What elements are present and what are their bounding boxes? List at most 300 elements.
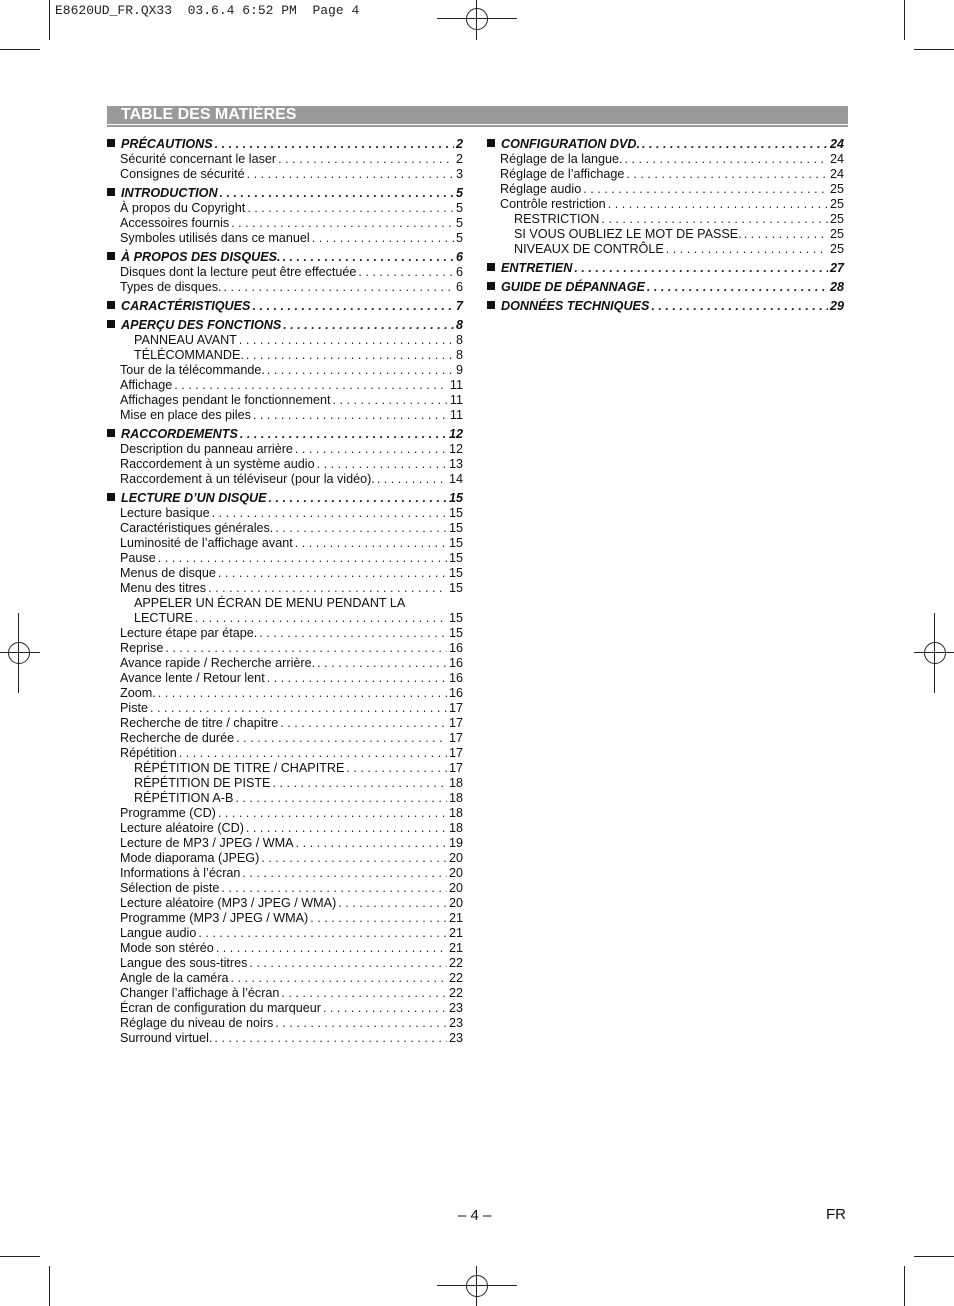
dot-leader [231, 971, 447, 986]
dot-leader [275, 1016, 447, 1031]
dot-leader [261, 851, 447, 866]
toc-page-number: 20 [448, 881, 463, 895]
toc-entry-title: GUIDE DE DÉPANNAGE [501, 280, 645, 294]
dot-leader [626, 167, 828, 182]
dot-leader [333, 393, 448, 408]
toc-entry [107, 506, 463, 521]
square-bullet-icon [107, 188, 115, 196]
toc-entry [107, 731, 463, 746]
toc-entry-title: Accessoires fournis [120, 216, 230, 230]
toc-page-number: 20 [448, 851, 463, 865]
toc-page-number: 2 [455, 152, 463, 166]
toc-entry-title: NIVEAUX DE CONTRÔLE [514, 242, 664, 256]
toc-entry-title: Mise en place des piles [120, 408, 251, 422]
toc-page-number: 5 [455, 201, 463, 215]
registration-circle [8, 642, 30, 664]
toc-section-entry [107, 137, 463, 152]
toc-page-number: 11 [449, 393, 463, 407]
dot-leader [295, 536, 447, 551]
dot-leader [358, 265, 454, 280]
toc-entry-title: Menus de disque [120, 566, 216, 580]
language-code: FR [826, 1206, 846, 1223]
dot-leader [235, 791, 447, 806]
toc-entry-title: Mode son stéréo [120, 941, 214, 955]
toc-page-number: 17 [448, 731, 463, 745]
toc-page-number: 2 [455, 137, 463, 151]
toc-entry [107, 566, 463, 581]
dot-leader [215, 137, 454, 152]
dot-leader [275, 521, 447, 536]
dot-leader [346, 761, 447, 776]
toc-entry-title: Sécurité concernant le laser [120, 152, 277, 166]
toc-entry-title: À propos du Copyright [120, 201, 246, 215]
dot-leader [174, 378, 448, 393]
toc-page-number: 15 [448, 566, 463, 580]
dot-leader [218, 566, 447, 581]
toc-page-number: 20 [448, 866, 463, 880]
dot-leader [249, 956, 447, 971]
toc-page-number: 15 [448, 551, 463, 565]
crop-mark [0, 49, 40, 50]
toc-page-number: 7 [455, 299, 463, 313]
crop-mark [904, 1266, 905, 1306]
toc-entry-title: Description du panneau arrière [120, 442, 293, 456]
toc-page-number: 8 [455, 333, 463, 347]
toc-entry-title: Lecture de MP3 / JPEG / WMA [120, 836, 294, 850]
toc-page-number: 17 [448, 701, 463, 715]
toc-entry [107, 472, 463, 487]
toc-entry [107, 581, 463, 596]
dot-leader [236, 731, 447, 746]
toc-entry [107, 626, 463, 641]
toc-page-number: 17 [448, 716, 463, 730]
dot-leader [625, 152, 828, 167]
dot-leader [195, 611, 447, 626]
toc-section-entry [487, 280, 844, 295]
dot-leader [583, 182, 828, 197]
toc-entry-title: Recherche de durée [120, 731, 235, 745]
dot-leader [666, 242, 828, 257]
toc-section-entry [107, 318, 463, 333]
toc-entry-title: Caractéristiques générales. [120, 521, 274, 535]
toc-entry [107, 363, 463, 378]
dot-leader [158, 686, 447, 701]
toc-page-number: 6 [455, 250, 463, 264]
toc-page-number: 16 [448, 656, 463, 670]
toc-page-number: 5 [455, 231, 463, 245]
dot-leader [239, 333, 454, 348]
square-bullet-icon [107, 493, 115, 501]
dot-leader [601, 212, 828, 227]
toc-entry [107, 378, 463, 393]
crop-mark [904, 0, 905, 40]
toc-entry-title: RÉPÉTITION DE TITRE / CHAPITRE [134, 761, 345, 775]
toc-page-number: 12 [448, 442, 463, 456]
dot-leader [218, 806, 447, 821]
dot-leader [280, 716, 447, 731]
toc-section-entry [487, 137, 844, 152]
dot-leader [240, 427, 447, 442]
toc-page-number: 28 [829, 280, 844, 294]
toc-section-entry [107, 427, 463, 442]
toc-page-number: 20 [448, 896, 463, 910]
toc-entry-title: Angle de la caméra [120, 971, 229, 985]
toc-entry-title: Symboles utilisés dans ce manuel [120, 231, 310, 245]
toc-entry [107, 941, 463, 956]
toc-entry [107, 911, 463, 926]
toc-page-number: 21 [448, 911, 463, 925]
crop-mark [49, 1266, 50, 1306]
crop-mark [0, 1256, 40, 1257]
toc-entry [107, 791, 463, 806]
toc-entry-title: Raccordement à un système audio [120, 457, 315, 471]
toc-section-entry [107, 299, 463, 314]
toc-page-number: 3 [455, 167, 463, 181]
dot-leader [216, 941, 447, 956]
toc-entry-title: Tour de la télécommande. [120, 363, 265, 377]
toc-section-entry [107, 186, 463, 201]
dot-leader [744, 227, 828, 242]
toc-entry-title: Répétition [120, 746, 177, 760]
toc-page-number: 21 [448, 941, 463, 955]
toc-entry [107, 1001, 463, 1016]
dot-leader [272, 776, 447, 791]
toc-page-number: 8 [455, 348, 463, 362]
toc-entry [107, 851, 463, 866]
toc-page-number: 18 [448, 806, 463, 820]
toc-entry [107, 866, 463, 881]
toc-page-number: 27 [829, 261, 844, 275]
toc-entry [107, 152, 463, 167]
toc-entry-title: CONFIGURATION DVD. [501, 137, 640, 151]
toc-entry-title: Luminosité de l’affichage avant [120, 536, 293, 550]
toc-entry [487, 212, 844, 227]
toc-page-number: 23 [448, 1001, 463, 1015]
toc-entry-title: Zoom. [120, 686, 156, 700]
toc-entry-title: Programme (MP3 / JPEG / WMA) [120, 911, 309, 925]
toc-entry-title: Informations à l’écran [120, 866, 241, 880]
toc-entry-title: RÉPÉTITION DE PISTE [134, 776, 271, 790]
dot-leader [317, 656, 447, 671]
square-bullet-icon [487, 263, 495, 271]
toc-entry [107, 971, 463, 986]
toc-section-entry [487, 299, 844, 314]
toc-entry [107, 956, 463, 971]
toc-entry [107, 821, 463, 836]
toc-entry [107, 1031, 463, 1046]
toc-entry-title: Écran de configuration du marqueur [120, 1001, 321, 1015]
toc-entry-title: Lecture basique [120, 506, 210, 520]
dot-leader [247, 167, 454, 182]
toc-entry-title: RACCORDEMENTS [121, 427, 238, 441]
toc-entry [107, 348, 463, 363]
toc-entry-title: Surround virtuel. [120, 1031, 213, 1045]
toc-page-number: 16 [448, 686, 463, 700]
toc-entry [107, 231, 463, 246]
toc-page-number: 22 [448, 956, 463, 970]
dot-leader [253, 408, 448, 423]
toc-entry-title: Mode diaporama (JPEG) [120, 851, 260, 865]
toc-entry-title: À PROPOS DES DISQUES. [121, 250, 281, 264]
toc-entry [107, 265, 463, 280]
toc-entry [107, 611, 463, 626]
dot-leader [310, 911, 447, 926]
toc-entry [107, 596, 463, 611]
toc-page-number: 18 [448, 776, 463, 790]
dot-leader [278, 152, 454, 167]
toc-page-number: 23 [448, 1031, 463, 1045]
toc-page-number: 6 [455, 265, 463, 279]
toc-entry [487, 167, 844, 182]
dot-leader [283, 318, 454, 333]
toc-left-column [107, 137, 463, 1046]
toc-entry [107, 1016, 463, 1031]
registration-circle [924, 642, 946, 664]
toc-entry-title: LECTURE [134, 611, 193, 625]
toc-page-number: 25 [829, 227, 844, 241]
dot-leader [608, 197, 828, 212]
square-bullet-icon [487, 301, 495, 309]
toc-entry [107, 521, 463, 536]
toc-entry [107, 280, 463, 295]
dot-leader [267, 363, 454, 378]
dot-leader [158, 551, 447, 566]
toc-page-number: 17 [448, 761, 463, 775]
registration-circle [466, 1275, 488, 1297]
toc-entry [107, 641, 463, 656]
dot-leader [150, 701, 447, 716]
toc-page-number: 15 [448, 491, 463, 505]
toc-page-number: 22 [448, 986, 463, 1000]
square-bullet-icon [107, 429, 115, 437]
toc-entry-title: Menu des titres [120, 581, 207, 595]
dot-leader [281, 986, 447, 1001]
toc-entry-title: SI VOUS OUBLIEZ LE MOT DE PASSE. [514, 227, 742, 241]
toc-page-number: 23 [448, 1016, 463, 1030]
toc-page-number: 6 [455, 280, 463, 294]
dot-leader [647, 280, 828, 295]
toc-page-number: 25 [829, 182, 844, 196]
dot-leader [252, 299, 454, 314]
toc-entry [107, 216, 463, 231]
registration-circle [466, 8, 488, 30]
toc-page-number: 15 [448, 521, 463, 535]
dot-leader [214, 1031, 447, 1046]
toc-entry [107, 986, 463, 1001]
toc-entry [487, 152, 844, 167]
dot-leader [574, 261, 828, 276]
page-number: – 4 – [458, 1207, 492, 1224]
crop-mark [914, 49, 954, 50]
toc-entry [487, 182, 844, 197]
toc-entry-title: CARACTÉRISTIQUES [121, 299, 251, 313]
dot-leader [651, 299, 828, 314]
toc-entry [107, 836, 463, 851]
dot-leader [283, 250, 454, 265]
toc-entry-title: INTRODUCTION [121, 186, 218, 200]
toc-page-number: 11 [449, 408, 463, 422]
dot-leader [212, 506, 447, 521]
toc-page-number: 15 [448, 626, 463, 640]
toc-entry-title: Contrôle restriction [500, 197, 606, 211]
toc-entry-title: Réglage audio [500, 182, 582, 196]
toc-page-number: 22 [448, 971, 463, 985]
dot-leader [208, 581, 447, 596]
toc-entry [107, 457, 463, 472]
crop-mark [49, 0, 50, 40]
toc-page-number: 25 [829, 242, 844, 256]
dot-leader [242, 866, 447, 881]
toc-entry [107, 896, 463, 911]
toc-page-number: 29 [829, 299, 844, 313]
toc-entry-title: Langue audio [120, 926, 197, 940]
toc-page-number: 15 [448, 581, 463, 595]
dot-leader [224, 280, 454, 295]
square-bullet-icon [107, 252, 115, 260]
toc-page-number: 25 [829, 197, 844, 211]
toc-page-number: 18 [448, 791, 463, 805]
toc-page-number: 12 [448, 427, 463, 441]
dot-leader [312, 231, 454, 246]
square-bullet-icon [107, 320, 115, 328]
toc-entry-title: Consignes de sécurité [120, 167, 245, 181]
toc-page-number: 15 [448, 506, 463, 520]
toc-page-number: 24 [829, 167, 844, 181]
square-bullet-icon [487, 282, 495, 290]
toc-entry-title: Langue des sous-titres [120, 956, 248, 970]
toc-entry-title: TÉLÉCOMMANDE. [134, 348, 244, 362]
toc-entry-title: ENTRETIEN [501, 261, 573, 275]
dot-leader [198, 926, 447, 941]
toc-entry [107, 442, 463, 457]
toc-entry-title: PRÉCAUTIONS [121, 137, 213, 151]
toc-page-number: 11 [449, 378, 463, 392]
toc-right-column [487, 137, 844, 314]
square-bullet-icon [487, 139, 495, 147]
toc-entry-title: Réglage de l’affichage [500, 167, 625, 181]
toc-entry-title: Pause [120, 551, 156, 565]
toc-entry-title: PANNEAU AVANT [134, 333, 237, 347]
dot-leader [246, 348, 454, 363]
toc-page-number: 15 [448, 611, 463, 625]
dot-leader [247, 201, 454, 216]
dot-leader [259, 626, 447, 641]
toc-entry-title: DONNÉES TECHNIQUES [501, 299, 650, 313]
dot-leader [317, 457, 447, 472]
toc-entry [107, 701, 463, 716]
toc-entry [487, 227, 844, 242]
section-header: TABLE DES MATIÈRES [107, 106, 848, 124]
crop-mark [914, 1256, 954, 1257]
header-rule [107, 125, 848, 127]
dot-leader [338, 896, 447, 911]
dot-leader [220, 186, 454, 201]
toc-entry-title: Lecture étape par étape. [120, 626, 258, 640]
toc-entry-title: Programme (CD) [120, 806, 216, 820]
dot-leader [165, 641, 447, 656]
toc-entry-title: Reprise [120, 641, 164, 655]
toc-section-entry [487, 261, 844, 276]
dot-leader [269, 491, 447, 506]
dot-leader [642, 137, 828, 152]
toc-entry-title: LECTURE D’UN DISQUE [121, 491, 267, 505]
toc-entry-title: Lecture aléatoire (MP3 / JPEG / WMA) [120, 896, 337, 910]
dot-leader [295, 442, 447, 457]
dot-leader [296, 836, 447, 851]
toc-entry-title: Affichage [120, 378, 173, 392]
toc-page-number: 18 [448, 821, 463, 835]
square-bullet-icon [107, 301, 115, 309]
dot-leader [267, 671, 447, 686]
toc-page-number: 16 [448, 671, 463, 685]
toc-entry [107, 686, 463, 701]
toc-entry-title: Réglage du niveau de noirs [120, 1016, 274, 1030]
toc-entry-title: Sélection de piste [120, 881, 220, 895]
toc-entry-title: Types de disques. [120, 280, 222, 294]
toc-entry [487, 242, 844, 257]
toc-entry [107, 926, 463, 941]
toc-entry-title: Recherche de titre / chapitre [120, 716, 279, 730]
toc-entry-title: Affichages pendant le fonctionnement [120, 393, 331, 407]
toc-entry [487, 197, 844, 212]
toc-entry-title: RESTRICTION [514, 212, 600, 226]
toc-entry [107, 551, 463, 566]
toc-entry-title: RÉPÉTITION A-B [134, 791, 234, 805]
toc-entry-title: Piste [120, 701, 148, 715]
toc-entry [107, 536, 463, 551]
toc-entry [107, 761, 463, 776]
toc-entry-title: APERÇU DES FONCTIONS [121, 318, 282, 332]
toc-page-number: 25 [829, 212, 844, 226]
file-slug: E8620UD_FR.QX33 03.6.4 6:52 PM Page 4 [55, 3, 360, 18]
toc-entry [107, 881, 463, 896]
toc-page-number: 14 [448, 472, 463, 486]
toc-entry [107, 333, 463, 348]
toc-entry [107, 776, 463, 791]
toc-entry-title: Avance lente / Retour lent [120, 671, 265, 685]
toc-page-number: 24 [829, 137, 844, 151]
toc-entry [107, 746, 463, 761]
toc-entry [107, 806, 463, 821]
dot-leader [231, 216, 454, 231]
toc-page-number: 13 [448, 457, 463, 471]
dot-leader [323, 1001, 447, 1016]
toc-page-number: 16 [448, 641, 463, 655]
dot-leader [221, 881, 447, 896]
toc-page-number: 24 [829, 152, 844, 166]
toc-section-entry [107, 250, 463, 265]
dot-leader [179, 746, 447, 761]
toc-entry [107, 671, 463, 686]
toc-page-number: 17 [448, 746, 463, 760]
toc-entry [107, 393, 463, 408]
toc-page-number: 5 [455, 216, 463, 230]
toc-entry [107, 716, 463, 731]
dot-leader [377, 472, 447, 487]
toc-entry-title: Réglage de la langue. [500, 152, 623, 166]
toc-entry-title: Raccordement à un téléviseur (pour la vidéo). [120, 472, 375, 486]
toc-page-number: 5 [455, 186, 463, 200]
toc-entry [107, 408, 463, 423]
toc-entry-title: Changer l’affichage à l’écran [120, 986, 280, 1000]
toc-entry [107, 167, 463, 182]
toc-entry-title: Lecture aléatoire (CD) [120, 821, 244, 835]
toc-page-number: 21 [448, 926, 463, 940]
toc-section-entry [107, 491, 463, 506]
toc-page-number: 15 [448, 536, 463, 550]
toc-page-number: 9 [455, 363, 463, 377]
toc-entry-title: Disques dont la lecture peut être effectuée [120, 265, 357, 279]
